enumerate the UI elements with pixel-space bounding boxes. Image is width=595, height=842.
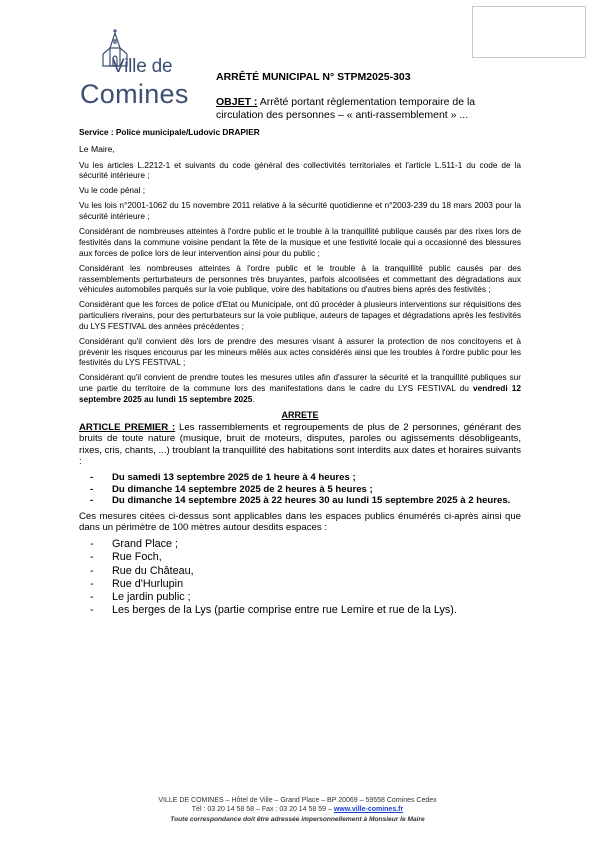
places-list — [79, 538, 521, 618]
article-label: ARTICLE PREMIER : — [79, 421, 176, 433]
list-dash: - — [90, 577, 94, 590]
le-maire-line: Le Maire, — [79, 143, 115, 154]
dates-list — [79, 472, 521, 507]
footer — [0, 796, 595, 824]
logo-comines-text: Comines — [80, 79, 189, 109]
place-item — [79, 578, 521, 591]
paragraph-vu-code-penal: Vu le code pénal ; — [79, 185, 146, 196]
place-text: Rue du Château, — [112, 564, 194, 577]
place-item — [79, 591, 521, 604]
date-item — [79, 472, 521, 484]
objet-block — [216, 96, 521, 122]
objet-text: Arrêté portant règlementation temporaire de la circulation des personnes – « anti-rassemblement » ... — [216, 96, 476, 121]
mesures-paragraph: Ces mesures citées ci-dessus sont applicables dans les espaces publics énumérés ci-après ainsi que dans un périmètre de 100 mètres autour desdits espaces : — [79, 510, 521, 534]
place-text: Le jardin public ; — [112, 591, 191, 604]
place-item — [79, 551, 521, 564]
document-title: ARRÊTÉ MUNICIPAL N° STPM2025-303 — [216, 71, 411, 83]
date-text: Du samedi 13 septembre 2025 de 1 heure à 4 heures ; — [112, 472, 356, 484]
footer-phone-fax: Tél : 03 20 14 58 58 – Fax : 03 20 14 58 59 – — [191, 806, 334, 814]
date-text: Du dimanche 14 septembre 2025 de 2 heures à 5 heures ; — [112, 483, 373, 495]
list-dash: - — [90, 551, 94, 564]
list-dash: - — [90, 564, 94, 577]
paragraph-considerant-3: Considérant que les forces de police d'Etat ou Municipale, ont dû procéder à plusieurs interventions sur réquisitions des particuliers riverains, pour des perturbateurs sur la voie publique, auteurs de tapages et dégradations après les festivités du LYS FESTIVAL des années précédentes ; — [79, 299, 521, 331]
article-premier — [79, 422, 521, 468]
date-item — [79, 495, 521, 507]
place-item — [79, 604, 521, 617]
document-body — [79, 127, 521, 618]
footer-notice: Toute correspondance doit être adressée impersonnellement à Monsieur le Maire — [170, 815, 425, 823]
place-item — [79, 538, 521, 551]
list-dash: - — [90, 472, 94, 484]
place-text: Grand Place ; — [112, 537, 179, 550]
list-dash: - — [90, 591, 94, 604]
service-line: Service : Police municipale/Ludovic DRAPIER — [79, 127, 260, 137]
list-dash: - — [90, 495, 94, 507]
article-text: Les rassemblements et regroupements de plus de 2 personnes, générant des bruits de toute nature (musique, bruit de moteurs, disputes, paroles ou agissements désobligeants, rixes, cris, chants, ...) troublant la tranquillité des habitations sont interdits aux dates et horaires suivants : — [79, 421, 521, 468]
objet-label: OBJET : — [216, 96, 258, 108]
stamp-box — [472, 6, 586, 58]
paragraph-vu-articles: Vu les articles L.2212-1 et suivants du code général des collectivités territoriales et l'article L.511-1 du code de la sécurité intérieure ; — [79, 159, 521, 181]
footer-contact — [0, 805, 595, 814]
considerant-5-dates: vendredi 12 septembre 2025 au lundi 15 septembre 2025 — [79, 383, 521, 405]
considerant-5-start: Considérant qu'il convient de prendre toutes les mesures utiles afin d'assurer la sécurité et la tranquillité publiques sur une partie du territoire de la commune lors des manifestations dans le cadre du LYS FESTIVAL du — [79, 372, 521, 394]
paragraph-considerant-2: Considérant les nombreuses atteintes à l'ordre public et le trouble à la tranquillité public causés par des rassemblements perturbateurs de personnes très bruyantes, parfois alcoolisées et commettant des dégradations aux véhicules automobiles parqués sur la voie publique, voire des habitations ou d'autres biens après des festivités ; — [79, 262, 521, 295]
paragraph-considerant-5 — [79, 372, 521, 404]
place-text: Rue Foch, — [112, 551, 162, 564]
place-text: Rue d'Hurlupin — [112, 577, 184, 590]
date-item — [79, 484, 521, 496]
paragraph-vu-lois: Vu les lois n°2001-1062 du 15 novembre 2011 relative à la sécurité quotidienne et n°2003-239 du 18 mars 2003 pour la sécurité intérieure ; — [79, 200, 521, 222]
paragraph-considerant-1: Considérant de nombreuses atteintes à l'ordre public et le trouble à la tranquillité publique causés par des rixes lors de festivités dans la commune voisine pendant la fête de la musique et une festivité locale qui a occasionné des blessures aux forces de police lors de leur intervention ainsi pour du public ; — [79, 226, 521, 258]
city-logo — [80, 24, 200, 114]
footer-address: VILLE DE COMINES – Hôtel de Ville – Grand Place – BP 20069 – 59558 Comines Cedex — [158, 797, 437, 804]
arrete-heading: ARRETE — [281, 409, 319, 420]
considerant-5-end: . — [252, 394, 255, 405]
list-dash: - — [90, 537, 94, 550]
paragraph-considerant-4: Considérant qu'il convient dès lors de prendre des mesures visant à assurer la protection de nos concitoyens et à prévenir les risques encourus par les mineurs mêlés aux actes considérés ainsi que les troubles à l'ordre public pour les festivités du LYS FESTIVAL ; — [79, 335, 521, 368]
place-item — [79, 565, 521, 578]
website-link[interactable]: www.ville-comines.fr — [333, 806, 404, 814]
date-text: Du dimanche 14 septembre 2025 à 22 heures 30 au lundi 15 septembre 2025 à 2 heures. — [112, 495, 511, 507]
logo-ville-text: Ville de — [112, 56, 173, 77]
list-dash: - — [90, 604, 94, 617]
list-dash: - — [90, 483, 94, 495]
place-text: Les berges de la Lys (partie comprise entre rue Lemire et rue de la Lys). — [112, 604, 457, 617]
